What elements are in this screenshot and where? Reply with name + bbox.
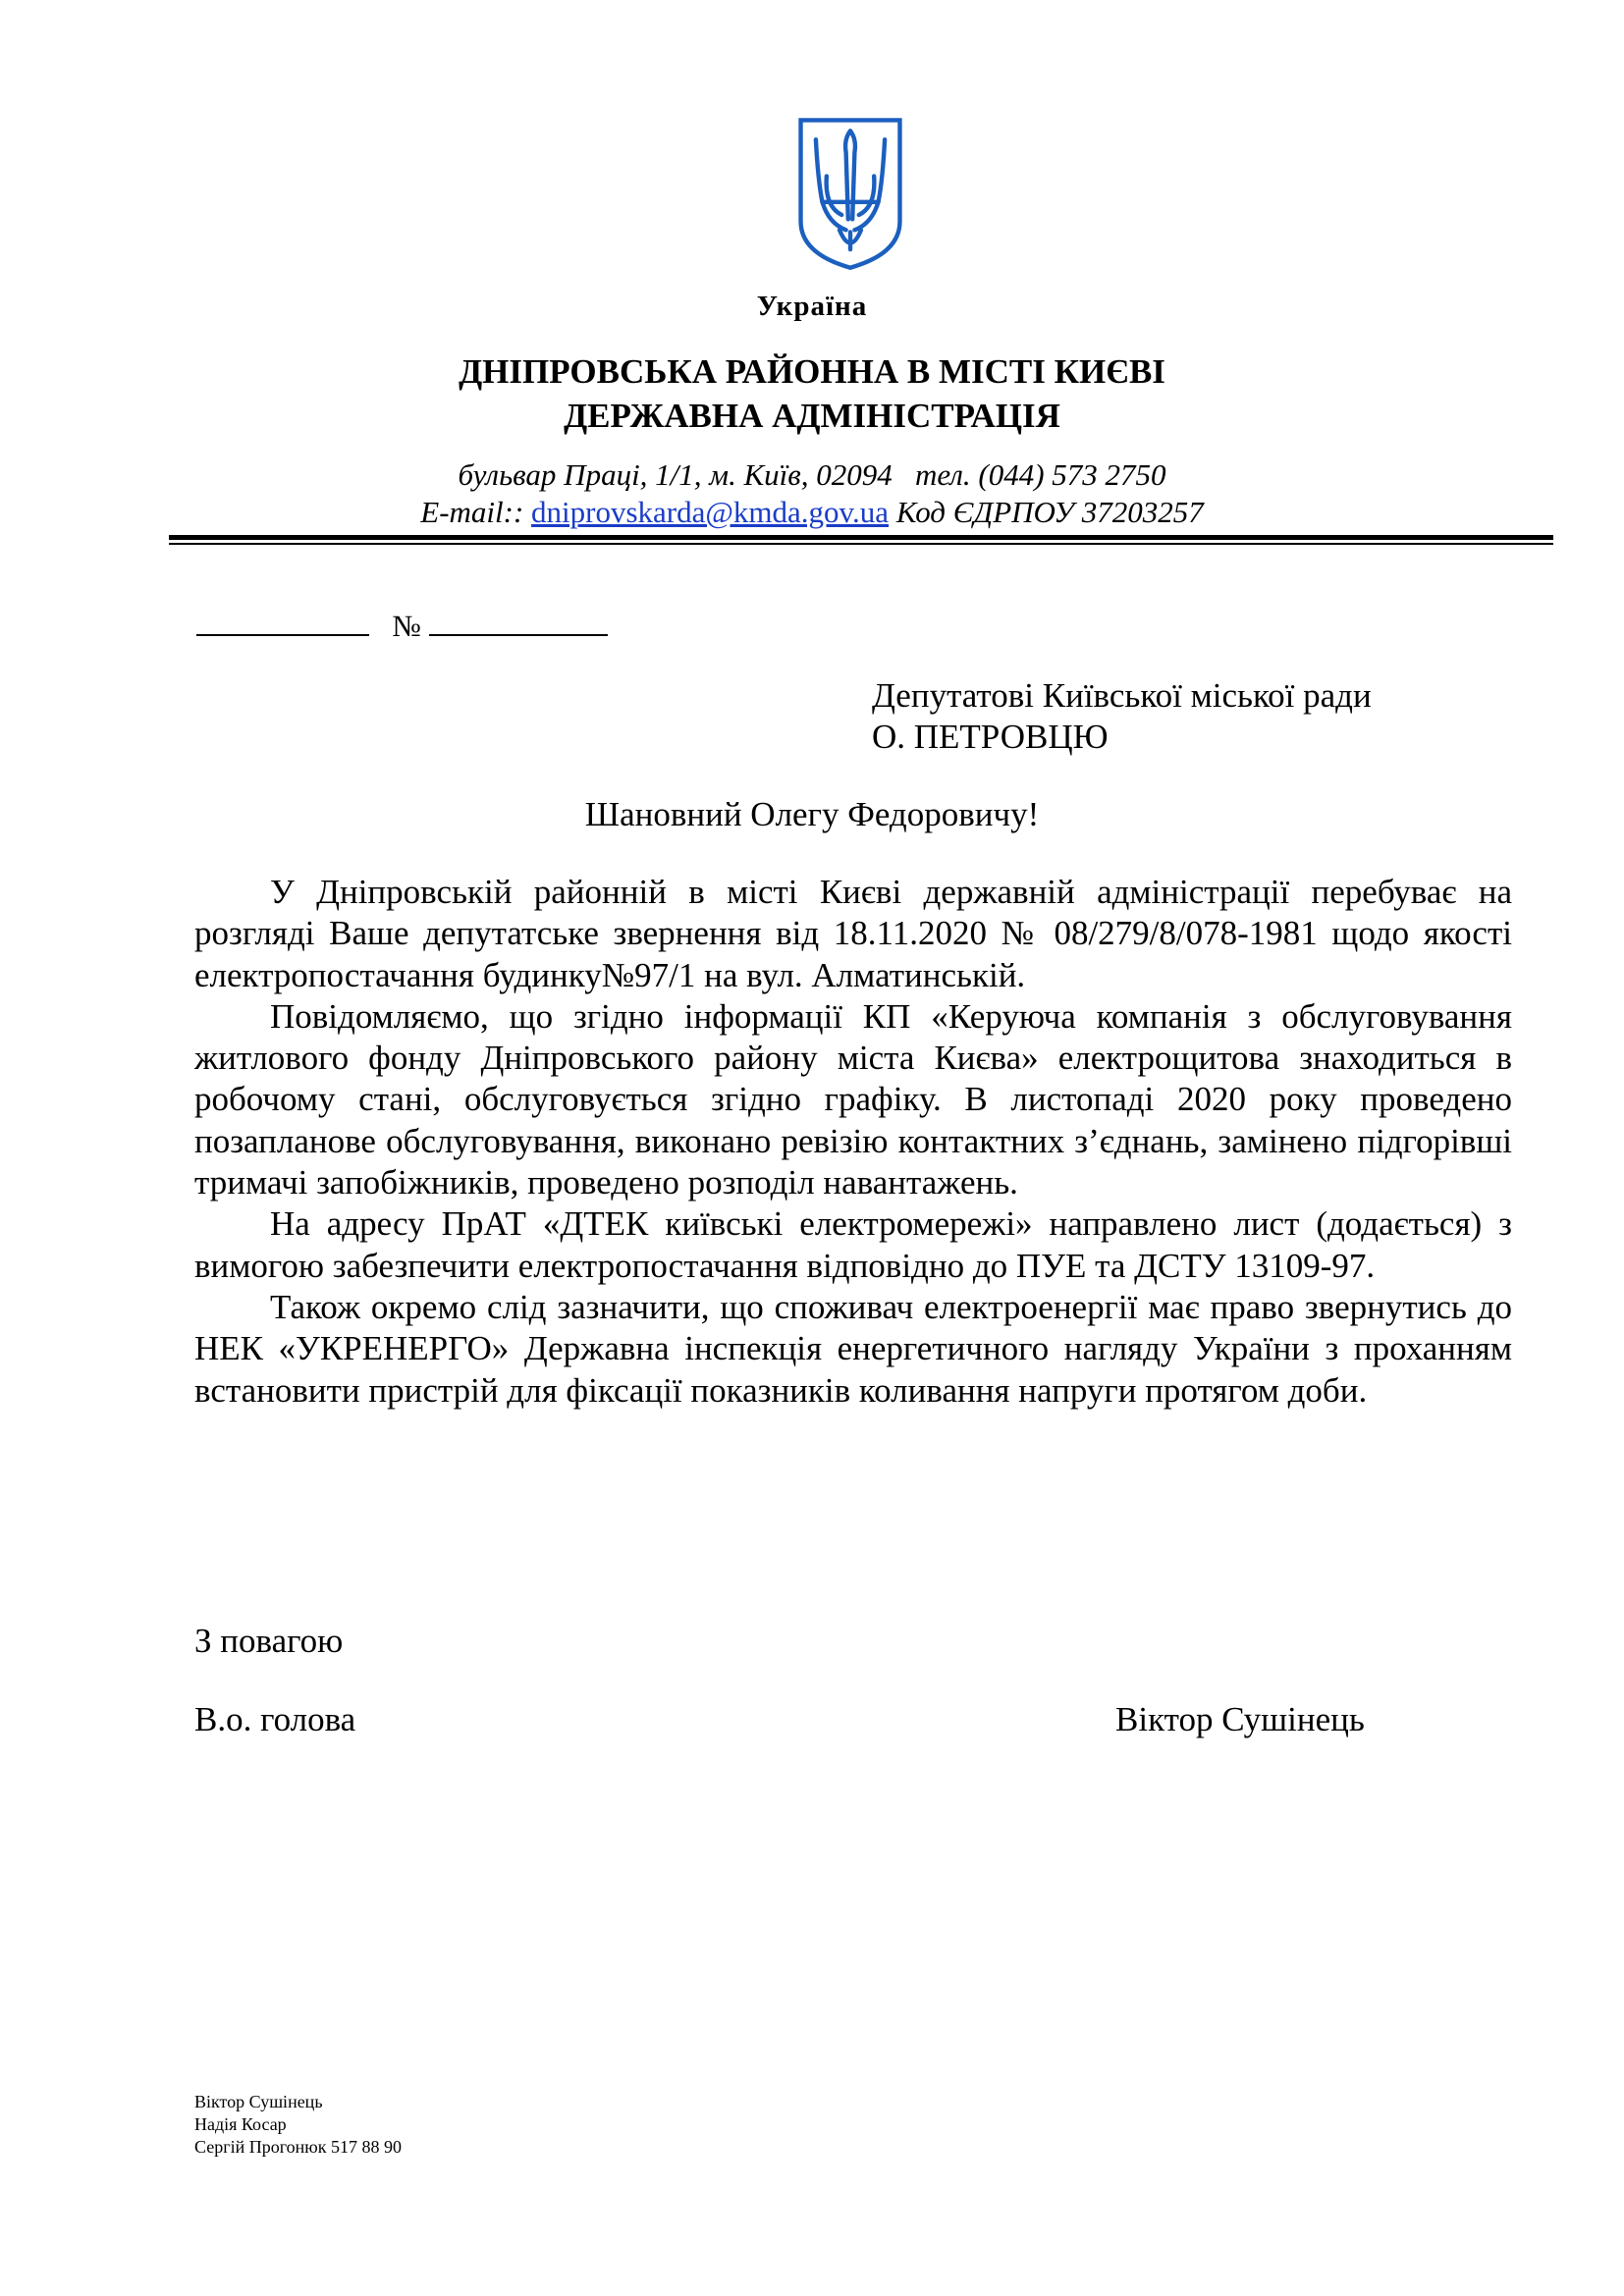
greeting: Шановний Олегу Федоровичу! (584, 795, 1040, 833)
contact-line (0, 495, 1624, 530)
email-link[interactable]: dniprovskarda@kmda.gov.ua (531, 495, 890, 529)
number-sign: № (392, 609, 421, 643)
date-blank (196, 607, 369, 636)
closing-phrase: З повагою (194, 1622, 344, 1660)
organization-name-line1: ДНІПРОВСЬКА РАЙОННА В МІСТІ КИЄВІ (459, 352, 1165, 391)
addressee-block (872, 675, 1372, 758)
signatory-name: Віктор Сушінець (1115, 1700, 1365, 1738)
number-blank (429, 607, 608, 636)
executor-line: Віктор Сушінець (194, 2092, 323, 2111)
body-paragraph-4: Також окремо слід зазначити, що споживач електроенергії має право звернутись до НЕК «УКРЕНЕРГО» Державна інспекція енергетичного нагляду України з проханням встановити пристрій для фіксації показників коливання напруги протягом доби. (194, 1287, 1512, 1410)
executor-line: Сергій Прогонюк 517 88 90 (194, 2137, 402, 2157)
edrpou-code: Код ЄДРПОУ 37203257 (895, 495, 1204, 529)
letter-body (194, 872, 1512, 1412)
phone-number: тел. (044) 573 2750 (914, 457, 1166, 492)
body-paragraph-1: У Дніпровській районній в місті Києві державній адміністрації перебуває на розгляді Ваше депутатське звернення від 18.11.2020 № 08/279/8/078-1981 щодо якості електропостачання будинку№97/1 на вул. Алматинській. (194, 873, 1512, 994)
organization-name-line2: ДЕРЖАВНА АДМІНІСТРАЦІЯ (564, 397, 1060, 435)
executor-line: Надія Косар (194, 2114, 287, 2134)
executors-list (194, 2091, 402, 2159)
body-paragraph-2: Повідомляємо, що згідно інформації КП «Керуюча компанія з обслуговування житлового фонду Дніпровського району міста Києва» електрощитова знаходиться в робочому стані, обслуговується згідно графіку. В листопаді 2020 року проведено позапланове обслуговування, виконано ревізію контактних з’єднань, замінено підгорівші тримачі запобіжників, проведено розподіл навантажень. (194, 996, 1512, 1202)
body-paragraph-3: На адресу ПрАТ «ДТЕК київські електромережі» направлено лист (додається) з вимогою забезпечити електропостачання відповідно до ПУЕ та ДСТУ 13109-97. (194, 1204, 1512, 1285)
address-line (0, 457, 1624, 493)
header-divider-thin (169, 543, 1553, 545)
ukraine-trident-emblem-icon (796, 116, 904, 271)
header-divider-thick (169, 535, 1553, 540)
registration-line (196, 607, 608, 644)
country-name: Україна (756, 291, 868, 322)
addressee-name: О. ПЕТРОВЦЮ (872, 718, 1109, 756)
signatory-role: В.о. голова (194, 1700, 356, 1738)
addressee-title: Депутатові Київської міської ради (872, 676, 1372, 715)
email-label: E-mail:: (420, 495, 524, 529)
postal-address: бульвар Праці, 1/1, м. Київ, 02094 (458, 457, 893, 492)
